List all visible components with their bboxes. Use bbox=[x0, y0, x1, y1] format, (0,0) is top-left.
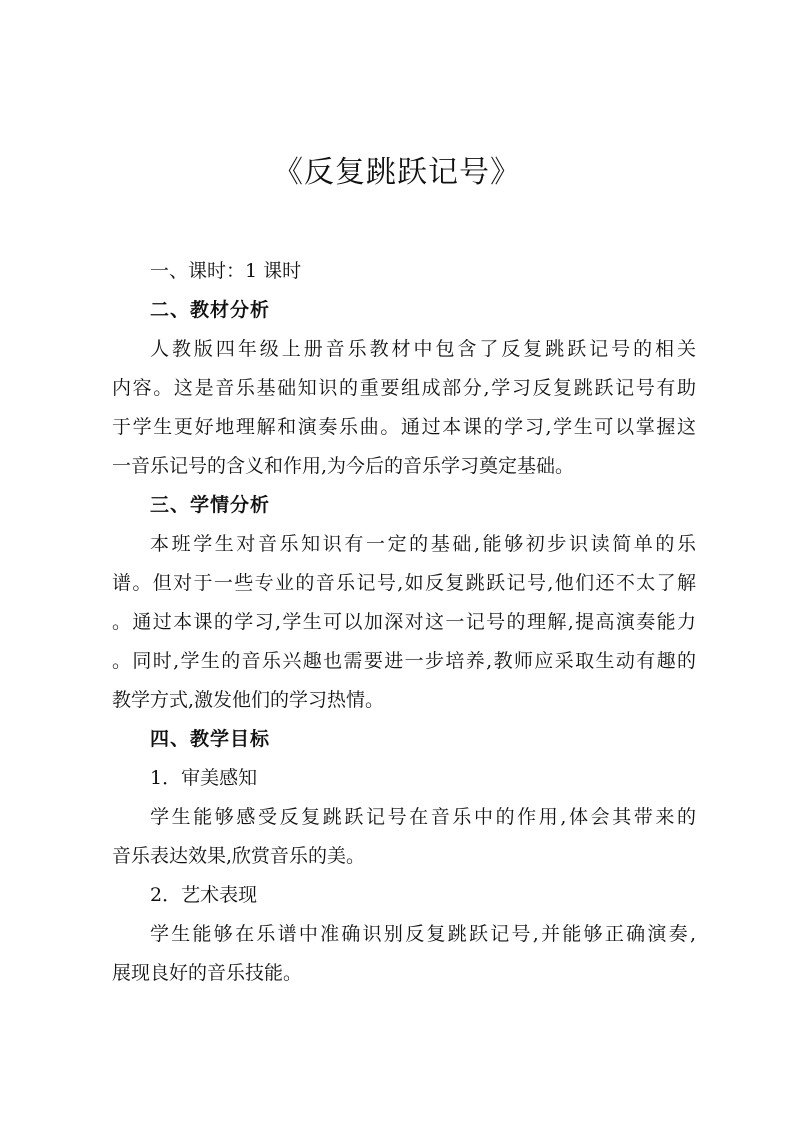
paragraph-line: 。同时,学生的音乐兴趣也需要进一步培养,教师应采取生动有趣的 bbox=[112, 650, 696, 672]
section-heading-student-analysis: 三、学情分析 bbox=[150, 494, 271, 516]
paragraph-line: 学生能够感受反复跳跃记号在音乐中的作用,体会其带来的 bbox=[150, 806, 696, 828]
paragraph-line: 人教版四年级上册音乐教材中包含了反复跳跃记号的相关 bbox=[150, 338, 696, 360]
lesson-hours-line: 一、课时：1 课时 bbox=[150, 260, 302, 282]
paragraph-line: 展现良好的音乐技能。 bbox=[112, 962, 303, 984]
paragraph-line: 教学方式,激发他们的学习热情。 bbox=[112, 689, 385, 711]
paragraph-line: 谱。但对于一些专业的音乐记号,如反复跳跃记号,他们还不太了解 bbox=[112, 572, 696, 594]
paragraph-line: 内容。这是音乐基础知识的重要组成部分,学习反复跳跃记号有助 bbox=[112, 377, 696, 399]
paragraph-textbook-analysis bbox=[112, 330, 696, 486]
goal-label-aesthetic-perception: 1．审美感知 bbox=[150, 767, 258, 789]
document-title: 《反复跳跃记号》 bbox=[273, 155, 521, 190]
section-heading-textbook-analysis: 二、教材分析 bbox=[150, 299, 271, 321]
paragraph-line: 于学生更好地理解和演奏乐曲。通过本课的学习,学生可以掌握这 bbox=[112, 416, 696, 438]
paragraph-student-analysis bbox=[112, 525, 696, 720]
paragraph-line: 学生能够在乐谱中准确识别反复跳跃记号,并能够正确演奏, bbox=[150, 923, 696, 945]
paragraph-aesthetic-perception bbox=[112, 798, 696, 876]
paragraph-line: 本班学生对音乐知识有一定的基础,能够初步识读简单的乐 bbox=[150, 533, 696, 555]
paragraph-line: 音乐表达效果,欣赏音乐的美。 bbox=[112, 845, 366, 867]
goal-label-artistic-expression: 2．艺术表现 bbox=[150, 884, 258, 906]
paragraph-line: 。通过本课的学习,学生可以加深对这一记号的理解,提高演奏能力 bbox=[112, 611, 696, 633]
document-body bbox=[112, 252, 696, 993]
paragraph-artistic-expression bbox=[112, 915, 696, 993]
paragraph-line: 一音乐记号的含义和作用,为今后的音乐学习奠定基础。 bbox=[112, 455, 575, 477]
section-heading-teaching-goals: 四、教学目标 bbox=[150, 728, 271, 750]
